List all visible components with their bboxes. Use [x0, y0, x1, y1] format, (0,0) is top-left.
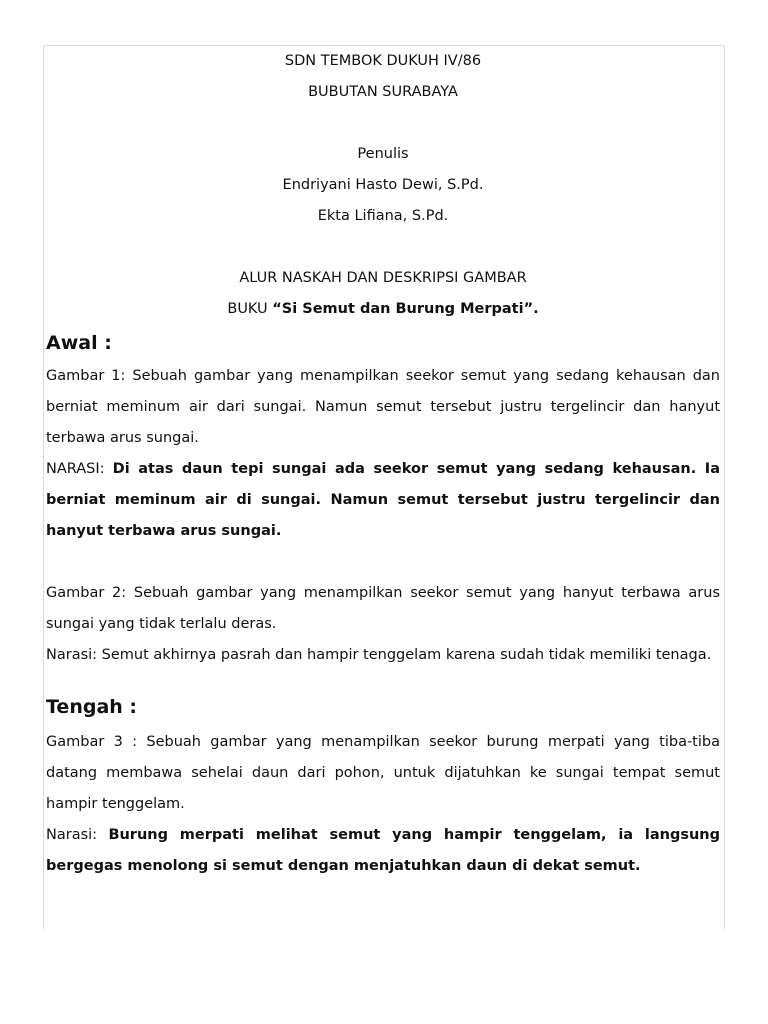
narasi-3-text: Burung merpati melihat semut yang hampir tenggelam, ia langsung bergegas menolong si semut dengan menjatuhkan daun di dekat semut.: [46, 827, 720, 874]
narasi-3-label: Narasi:: [46, 827, 109, 843]
gambar-3-description: Gambar 3 : Sebuah gambar yang menampilkan seekor burung merpati yang tiba-tiba datang membawa sehelai daun dari pohon, untuk dijatuhkan ke sungai tempat semut hampir tenggelam.: [46, 734, 720, 812]
author-1: Endriyani Hasto Dewi, S.Pd.: [282, 177, 484, 193]
document-title: ALUR NASKAH DAN DESKRIPSI GAMBAR: [239, 270, 527, 286]
author-2: Ekta Lifiana, S.Pd.: [317, 208, 449, 224]
narasi-3: [46, 820, 720, 882]
narasi-1: [46, 454, 720, 547]
narasi-1-text: Di atas daun tepi sungai ada seekor semut yang sedang kehausan. Ia berniat meminum air di sungai. Namun semut tersebut justru tergelincir dan hanyut terbawa arus sungai.: [46, 461, 720, 539]
gambar-2-description: Gambar 2: Sebuah gambar yang menampilkan seekor semut yang hanyut terbawa arus sungai yang tidak terlalu deras.: [46, 585, 720, 632]
narasi-1-label: NARASI:: [46, 461, 113, 477]
school-city: BUBUTAN SURABAYA: [308, 84, 458, 100]
document-page: [43, 45, 725, 929]
school-name: SDN TEMBOK DUKUH IV/86: [284, 53, 482, 69]
gambar-1-description: Gambar 1: Sebuah gambar yang menampilkan seekor semut yang sedang kehausan dan berniat meminum air dari sungai. Namun semut tersebut justru tergelincir dan hanyut terbawa arus sungai.: [46, 368, 720, 446]
section-heading-tengah: Tengah :: [46, 696, 138, 718]
document-content: [46, 46, 720, 882]
book-title: “Si Semut dan Burung Merpati”.: [272, 301, 539, 317]
penulis-label: Penulis: [357, 146, 409, 162]
narasi-2: Narasi: Semut akhirnya pasrah dan hampir tenggelam karena sudah tidak memiliki tenaga.: [46, 647, 712, 663]
book-prefix: BUKU: [227, 301, 273, 317]
book-title-line: [46, 294, 720, 325]
section-heading-awal: Awal :: [46, 332, 112, 354]
